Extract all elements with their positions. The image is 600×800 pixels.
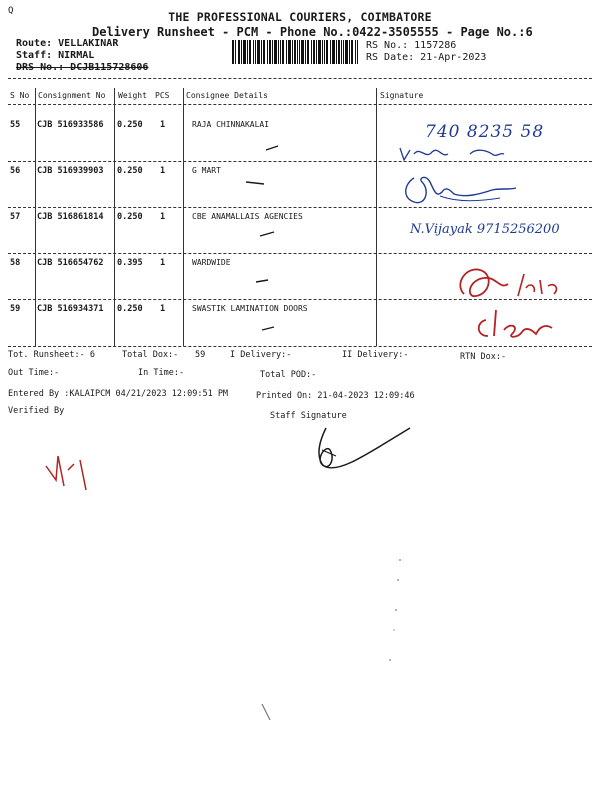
- row-weight: 0.250: [117, 166, 143, 176]
- row-sno: 58: [10, 258, 21, 268]
- col-divider-4: [376, 88, 377, 346]
- table-bottom-rule: [8, 346, 592, 347]
- signature-scribble-row-4: [450, 260, 570, 304]
- col-header-sno: S No: [10, 91, 30, 100]
- signature-phone-row-1: 740 8235 58: [425, 122, 545, 142]
- staff-signature-label: Staff Signature: [270, 411, 347, 421]
- verified-by: Verified By: [8, 406, 65, 416]
- pen-tick-marks: [240, 130, 280, 340]
- total-dox-value: 59: [195, 350, 206, 360]
- row-weight: 0.395: [117, 258, 143, 268]
- col-divider-1: [35, 88, 36, 346]
- row-weight: 0.250: [117, 212, 143, 222]
- staff-signature-scribble: [304, 420, 416, 480]
- row-sno: 55: [10, 120, 21, 130]
- route-label: Route: VELLAKINAR: [16, 38, 119, 49]
- printed-on: Printed On: 21-04-2023 12:09:46: [256, 391, 415, 401]
- signature-scribble-row-2: [396, 168, 526, 208]
- entered-by: Entered By :KALAIPCM 04/21/2023 12:09:51 PM: [8, 389, 229, 399]
- row-consignment: CJB 516939903: [37, 166, 104, 176]
- col-header-pcs: PCS: [155, 91, 170, 100]
- row-consignee: G MART: [192, 166, 221, 175]
- row-consignment: CJB 516654762: [37, 258, 104, 268]
- row-weight: 0.250: [117, 304, 143, 314]
- ii-delivery: II Delivery:-: [342, 350, 409, 360]
- total-runsheet: Tot. Runsheet:- 6: [8, 350, 95, 360]
- rs-date: RS Date: 21-Apr-2023: [366, 52, 487, 63]
- scan-specks: [250, 540, 410, 730]
- col-header-details: Consignee Details: [186, 91, 268, 100]
- row-consignee: RAJA CHINNAKALAI: [192, 120, 270, 129]
- drs-number: DRS No.: DCJB115728606: [16, 62, 149, 73]
- verified-by-initials: [40, 446, 100, 496]
- staff-label: Staff: NIRMAL: [16, 50, 95, 61]
- total-pod: Total POD:-: [260, 370, 317, 380]
- row-consignee: CBE ANAMALLAIS AGENCIES: [192, 212, 303, 221]
- col-header-signature: Signature: [380, 91, 424, 100]
- row-pcs: 1: [160, 258, 166, 268]
- row-sno: 56: [10, 166, 21, 176]
- row-consignment: CJB 516934371: [37, 304, 104, 314]
- rtn-dox: RTN Dox:-: [460, 352, 507, 362]
- row-pcs: 1: [160, 212, 166, 222]
- i-delivery: I Delivery:-: [230, 350, 292, 360]
- row-pcs: 1: [160, 166, 166, 176]
- barcode: [232, 40, 358, 64]
- company-title: THE PROFESSIONAL COURIERS, COIMBATORE: [168, 10, 432, 24]
- col-header-consignment: Consignment No: [38, 91, 106, 100]
- out-time: Out Time:-: [8, 368, 60, 378]
- row-sno: 59: [10, 304, 21, 314]
- row-pcs: 1: [160, 304, 166, 314]
- row-sno: 57: [10, 212, 21, 222]
- table-top-rule: [8, 78, 592, 79]
- total-dox-label: Total Dox:-: [122, 350, 179, 360]
- runsheet-subtitle: Delivery Runsheet - PCM - Phone No.:0422-3505555 - Page No.:6: [92, 25, 533, 39]
- signature-name-phone-row-3: N.Vijayak 9715256200: [410, 222, 560, 237]
- row-consignment: CJB 516861814: [37, 212, 104, 222]
- table-header-rule: [8, 104, 592, 105]
- row-consignment: CJB 516933586: [37, 120, 104, 130]
- signature-scribble-row-5: [470, 304, 560, 344]
- row-rule-3: [8, 253, 592, 254]
- in-time: In Time:-: [138, 368, 185, 378]
- corner-mark: Q: [8, 6, 14, 16]
- signature-scribble-row-1: [396, 142, 506, 164]
- col-divider-3: [183, 88, 184, 346]
- row-weight: 0.250: [117, 120, 143, 130]
- rs-number: RS No.: 1157286: [366, 40, 457, 51]
- col-header-weight: Weight: [118, 91, 147, 100]
- row-consignee: WARDWIDE: [192, 258, 231, 267]
- row-consignee: SWASTIK LAMINATION DOORS: [192, 304, 308, 313]
- row-pcs: 1: [160, 120, 166, 130]
- col-divider-2: [114, 88, 115, 346]
